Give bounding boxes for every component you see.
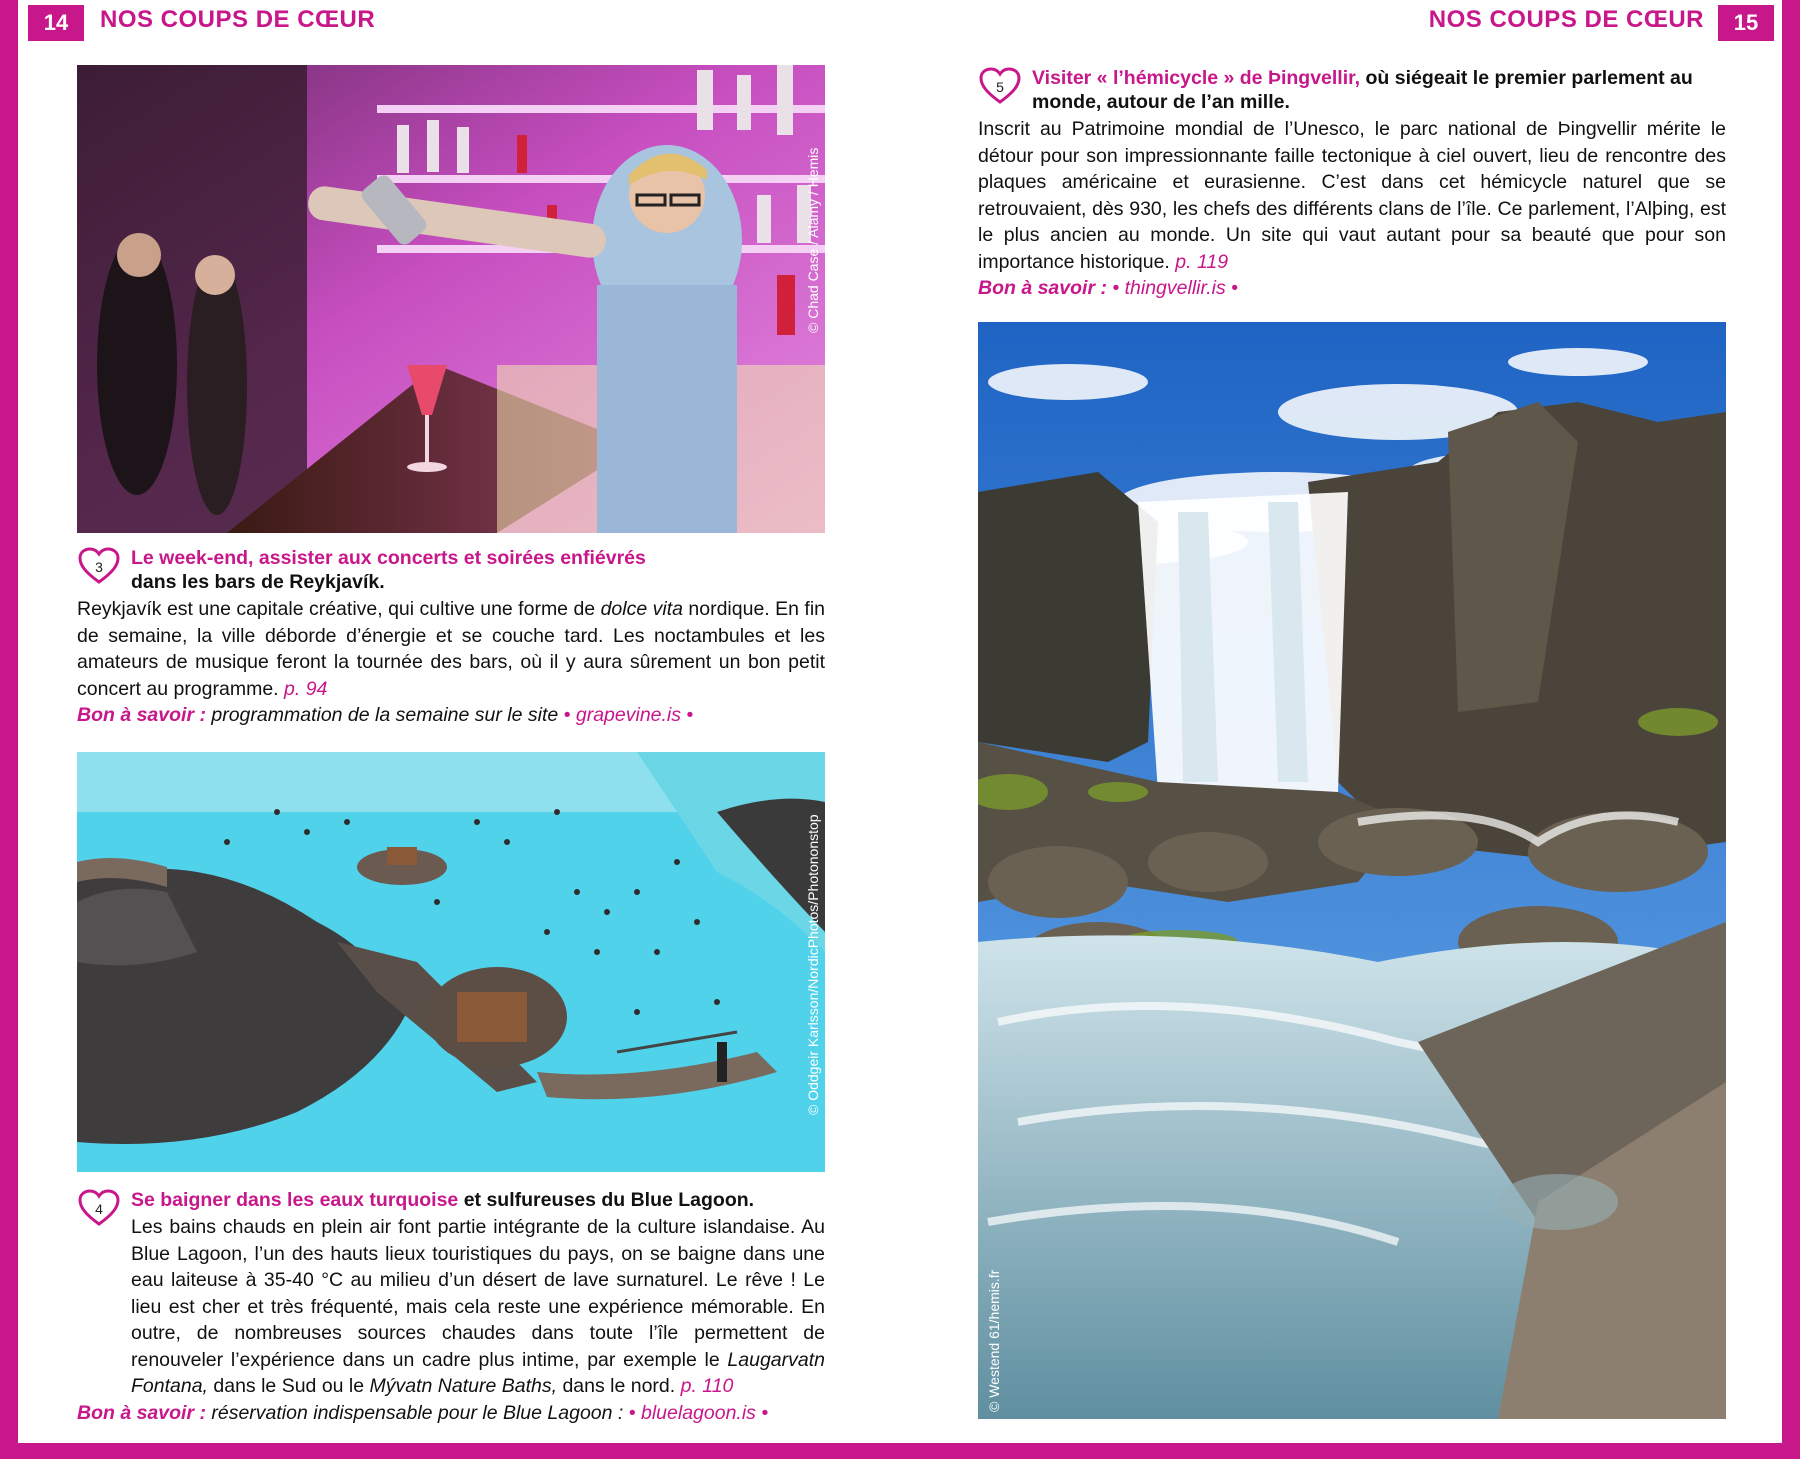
- page-reference[interactable]: p. 119: [1175, 250, 1229, 273]
- bon-a-savoir-label: Bon à savoir :: [77, 1401, 206, 1424]
- website-link[interactable]: • thingvellir.is •: [1106, 277, 1239, 299]
- website-link[interactable]: • bluelagoon.is •: [628, 1401, 769, 1424]
- section-number: 5: [996, 79, 1004, 95]
- heart-number-badge: [77, 546, 121, 586]
- tip-text: programmation de la semaine sur le site: [205, 704, 564, 726]
- header-title-left: NOS COUPS DE CŒUR: [100, 6, 376, 33]
- section-4-heading-rest: et sulfureuses du Blue Lagoon.: [458, 1189, 755, 1211]
- section-number: 3: [95, 559, 103, 575]
- body-text: dans le Sud ou le: [207, 1375, 370, 1397]
- section-blue-lagoon: [77, 1188, 825, 1426]
- page-frame-left: [0, 0, 18, 1459]
- waterfall-illustration: [978, 322, 1726, 1419]
- bar-photo: [77, 65, 825, 533]
- section-bars: [77, 546, 825, 729]
- body-text: Reykjavík est une capitale créative, qui cultive une forme de: [77, 598, 601, 620]
- section-5-tip: [978, 275, 1726, 302]
- page-number-right: 15: [1718, 5, 1774, 41]
- section-4-heading: [77, 1188, 825, 1217]
- page-reference[interactable]: p. 110: [680, 1375, 734, 1397]
- section-3-heading-highlight: Le week-end, assister aux concerts et soirées enfiévrés: [131, 547, 646, 569]
- website-link[interactable]: • grapevine.is •: [563, 704, 694, 726]
- section-5-heading-rest: où siégeait le premier parlement au monde, autour de l’an mille.: [1032, 67, 1693, 113]
- section-number: 4: [95, 1201, 103, 1217]
- section-3-body: [77, 596, 825, 702]
- body-text: Les bains chauds en plein air font partie intégrante de la culture islandaise. Au Blue Lagoon, l’un des hauts lieux touristiques du pays, on se baigne dans une eau laiteuse à 35-40 °C au milieu d’un désert de lave surnaturel. Le rêve ! Le lieu est cher et très fréquenté, mais cela reste une expérience mémorable. En outre, de nombreuses sources chaudes dans toute l’île permettent de renouveler l’expérience dans un cadre plus intime, par exemple le: [131, 1216, 825, 1371]
- thingvellir-waterfall-photo: [978, 322, 1726, 1419]
- page-reference[interactable]: p. 94: [284, 677, 328, 700]
- page-frame-bottom: [0, 1443, 1800, 1459]
- page-number-left: 14: [28, 5, 84, 41]
- body-text: nordique. En fin de semaine, la ville déborde d’énergie et se couche tard. Les noctambules et les amateurs de musique feront la tournée des bars, où il y aura sûrement un bon petit concert au programme.: [77, 598, 825, 700]
- blue-lagoon-photo: [77, 752, 825, 1172]
- section-5-heading: [978, 66, 1726, 114]
- blue-lagoon-illustration: [77, 752, 825, 1172]
- section-4-tip: [77, 1400, 825, 1427]
- bon-a-savoir-label: Bon à savoir :: [77, 704, 206, 726]
- body-text: Inscrit au Patrimoine mondial de l’Unesco, le parc national de Þingvellir mérite le détour pour son impressionnante faille tectonique à ciel ouvert, lieu de rencontre des plaques américaine et eurasienne. C’est dans cet hémicycle naturel que se retrouvaient, dès 930, les chefs des différents clans de l’île. Ce parlement, l’Alþing, est le plus ancien au monde. Un site qui vaut autant pour sa beauté que pour son importance historique.: [978, 118, 1726, 273]
- heart-number-badge: [978, 66, 1022, 106]
- section-3-heading-rest: dans les bars de Reykjavík.: [131, 571, 385, 593]
- body-text: dans le nord.: [557, 1375, 681, 1397]
- bon-a-savoir-label: Bon à savoir :: [978, 277, 1107, 299]
- section-4-body: [77, 1214, 825, 1400]
- body-italic: Mývatn Nature Baths,: [369, 1375, 558, 1397]
- page-frame-right: [1782, 0, 1800, 1459]
- body-italic: Laugarvatn Fontana,: [131, 1348, 825, 1397]
- tip-text: réservation indispensable pour le Blue Lagoon :: [205, 1401, 629, 1424]
- blue-lagoon-photo-credit: © Oddgeir Karlsson/NordicPhotos/Photononstop: [805, 814, 821, 1115]
- bar-photo-credit: © Chad Case / Alamy / Hemis: [805, 147, 821, 333]
- section-3-tip: [77, 702, 825, 729]
- section-4-heading-highlight: Se baigner dans les eaux turquoise: [131, 1189, 459, 1211]
- bar-illustration: [77, 65, 825, 533]
- body-italic: dolce vita: [600, 598, 683, 620]
- section-3-heading: [77, 546, 825, 594]
- waterfall-photo-credit: © Westend 61/hemis.fr: [986, 1269, 1002, 1412]
- section-5-heading-highlight: Visiter « l’hémicycle » de Þingvellir,: [1032, 67, 1361, 89]
- header-title-right: NOS COUPS DE CŒUR: [1428, 6, 1704, 33]
- section-5-body: [978, 116, 1726, 275]
- section-thingvellir: [978, 66, 1726, 302]
- heart-number-badge: [77, 1188, 121, 1228]
